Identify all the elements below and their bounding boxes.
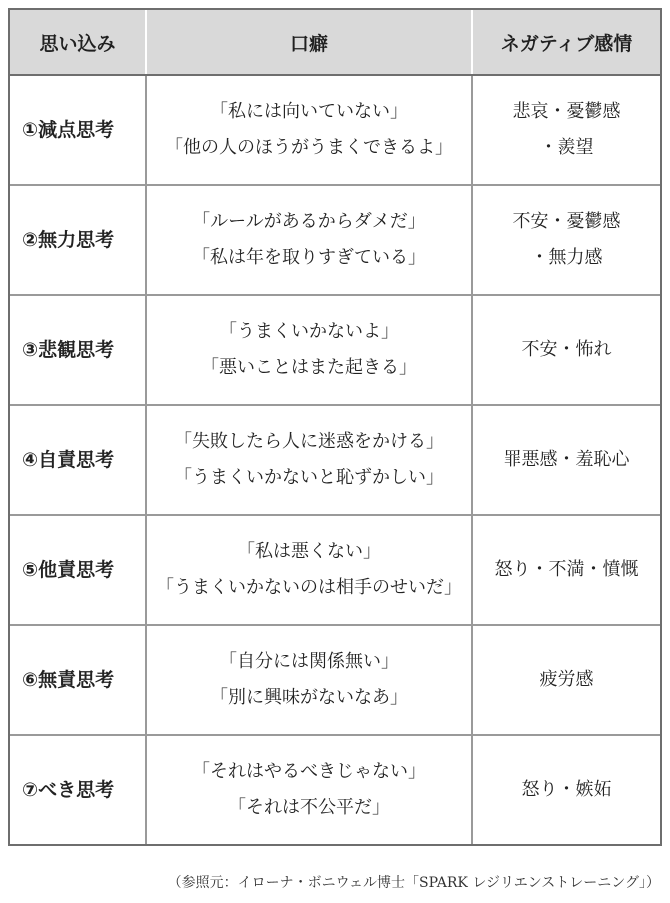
habitual-phrase-cell <box>146 515 472 625</box>
habitual-phrase: 「うまくいかないよ」 <box>219 321 399 342</box>
thought-pattern-cell: ⑤他責思考 <box>10 515 146 625</box>
table-row <box>10 735 660 844</box>
habitual-phrase: 「悪いことはまた起きる」 <box>201 357 417 378</box>
habitual-phrase-cell <box>146 185 472 295</box>
negative-emotion: ・羨望 <box>539 137 594 158</box>
header-row <box>10 10 660 75</box>
negative-emotion: 怒り・不満・憤慨 <box>494 559 639 580</box>
table-row <box>10 295 660 405</box>
thought-pattern-cell: ③悲観思考 <box>10 295 146 405</box>
negative-emotion-cell <box>472 735 660 844</box>
table-row <box>10 625 660 735</box>
habitual-phrase: 「ルールがあるからダメだ」 <box>192 211 426 232</box>
habitual-phrase: 「失敗したら人に迷惑をかける」 <box>174 431 444 452</box>
habitual-phrase: 「うまくいかないのは相手のせいだ」 <box>156 577 462 598</box>
habitual-phrase: 「自分には関係無い」 <box>219 651 399 672</box>
habitual-phrase-cell <box>146 405 472 515</box>
negative-emotion: 怒り・嫉妬 <box>521 779 612 800</box>
table-header <box>10 10 660 75</box>
thought-pattern-cell: ⑥無責思考 <box>10 625 146 735</box>
thought-pattern-cell: ②無力思考 <box>10 185 146 295</box>
negative-emotion-cell <box>472 185 660 295</box>
habitual-phrase: 「他の人のほうがうまくできるよ」 <box>165 137 453 158</box>
table-row <box>10 515 660 625</box>
habitual-phrase: 「うまくいかないと恥ずかしい」 <box>174 467 444 488</box>
negative-emotion: 不安・憂鬱感 <box>512 211 621 232</box>
habitual-phrase: 「それは不公平だ」 <box>228 797 390 818</box>
negative-emotion-cell <box>472 295 660 405</box>
negative-emotion-cell <box>472 405 660 515</box>
table-row <box>10 75 660 185</box>
negative-emotion-cell <box>472 515 660 625</box>
habitual-phrase: 「私は年を取りすぎている」 <box>192 247 426 268</box>
table-row <box>10 405 660 515</box>
thought-pattern-cell: ⑦べき思考 <box>10 735 146 844</box>
negative-emotion: 悲哀・憂鬱感 <box>512 101 621 122</box>
thinking-patterns-table <box>10 10 660 844</box>
negative-emotion-cell <box>472 625 660 735</box>
thought-pattern-cell: ④自責思考 <box>10 405 146 515</box>
negative-emotion: 罪悪感・羞恥心 <box>503 449 630 470</box>
thought-pattern-cell: ①減点思考 <box>10 75 146 185</box>
source-citation: （参照元：イローナ・ボニウェル博士「SPARK レジリエンストレーニング」） <box>167 875 660 891</box>
negative-emotion-cell <box>472 75 660 185</box>
negative-emotion: ・無力感 <box>530 247 603 268</box>
negative-emotion: 不安・怖れ <box>521 339 612 360</box>
habitual-phrase-cell <box>146 625 472 735</box>
header-negative-emotion: ネガティブ感情 <box>472 10 660 75</box>
habitual-phrase-cell <box>146 295 472 405</box>
header-assumption: 思い込み <box>10 10 146 75</box>
header-habitual-phrase: 口癖 <box>146 10 472 75</box>
habitual-phrase: 「それはやるべきじゃない」 <box>192 761 426 782</box>
habitual-phrase: 「別に興味がないなあ」 <box>210 687 408 708</box>
habitual-phrase-cell <box>146 75 472 185</box>
table-body <box>10 75 660 844</box>
habitual-phrase-cell <box>146 735 472 844</box>
table-row <box>10 185 660 295</box>
thinking-patterns-table-frame <box>8 8 662 846</box>
habitual-phrase: 「私には向いていない」 <box>210 101 408 122</box>
habitual-phrase: 「私は悪くない」 <box>237 541 381 562</box>
negative-emotion: 疲労感 <box>539 669 594 690</box>
